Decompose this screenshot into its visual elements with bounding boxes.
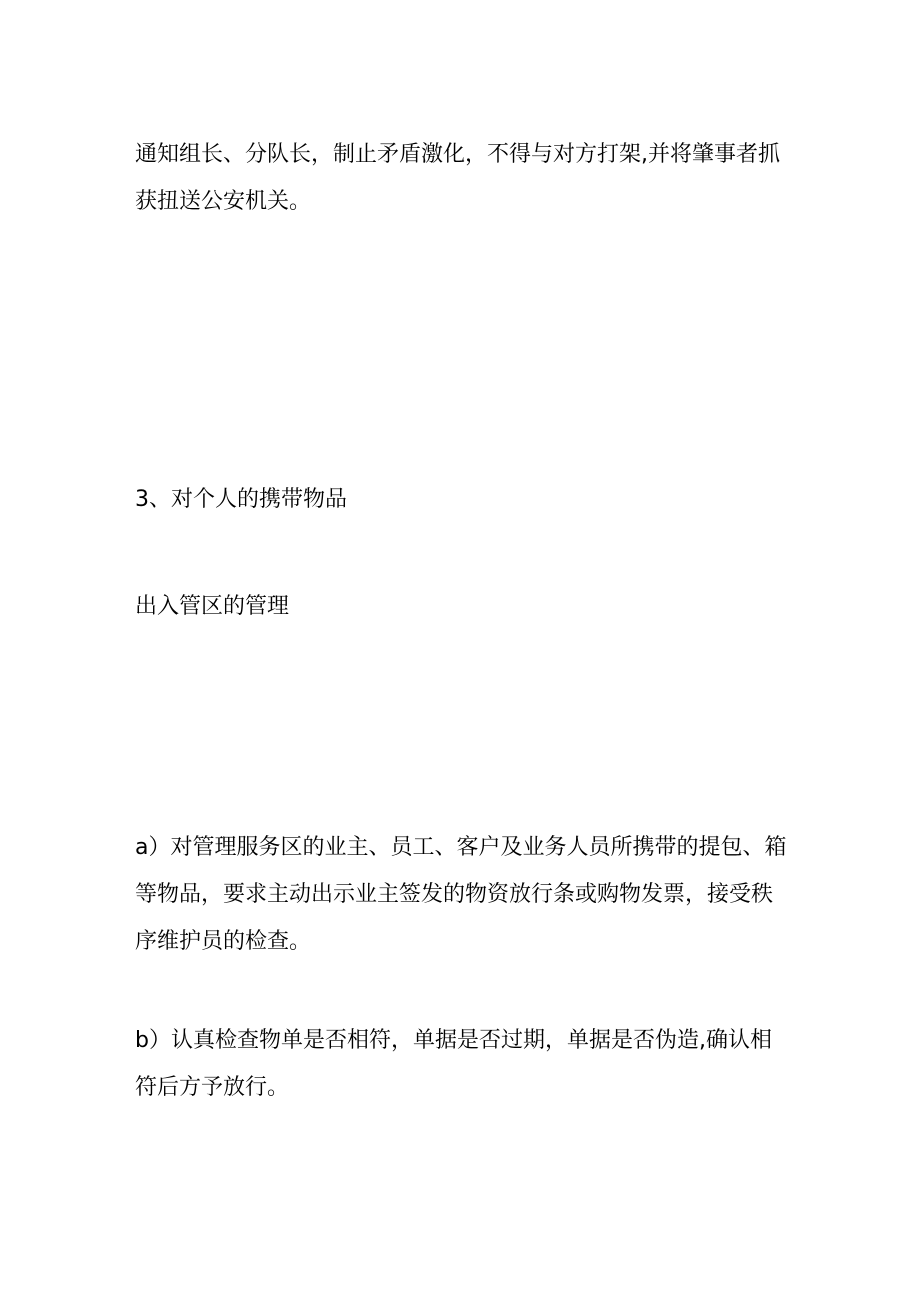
text-line: 序维护员的检查。	[135, 929, 312, 954]
text-line: 通知组长、分队长，制止矛盾激化，不得与对方打架,并将肇事者抓	[135, 142, 780, 167]
text-line: 3、对个人的携带物品	[135, 487, 347, 512]
text-line: b）认真检查物单是否相符，单据是否过期，单据是否伪造,确认相	[135, 1028, 772, 1053]
paragraph-item-a	[135, 824, 785, 965]
text-line: 符后方予放行。	[135, 1075, 290, 1100]
section-subheading-area-management	[135, 583, 785, 630]
text-line: 出入管区的管理	[135, 594, 290, 619]
text-line: 获扭送公安机关。	[135, 189, 312, 214]
text-line: a）对管理服务区的业主、员工、客户及业务人员所携带的提包、箱	[135, 835, 787, 860]
paragraph-item-b	[135, 1017, 785, 1111]
text-line: 等物品，要求主动出示业主签发的物资放行条或购物发票，接受秩	[135, 882, 774, 907]
section-heading-personal-items	[135, 476, 785, 523]
paragraph-notify-leaders	[135, 131, 785, 225]
